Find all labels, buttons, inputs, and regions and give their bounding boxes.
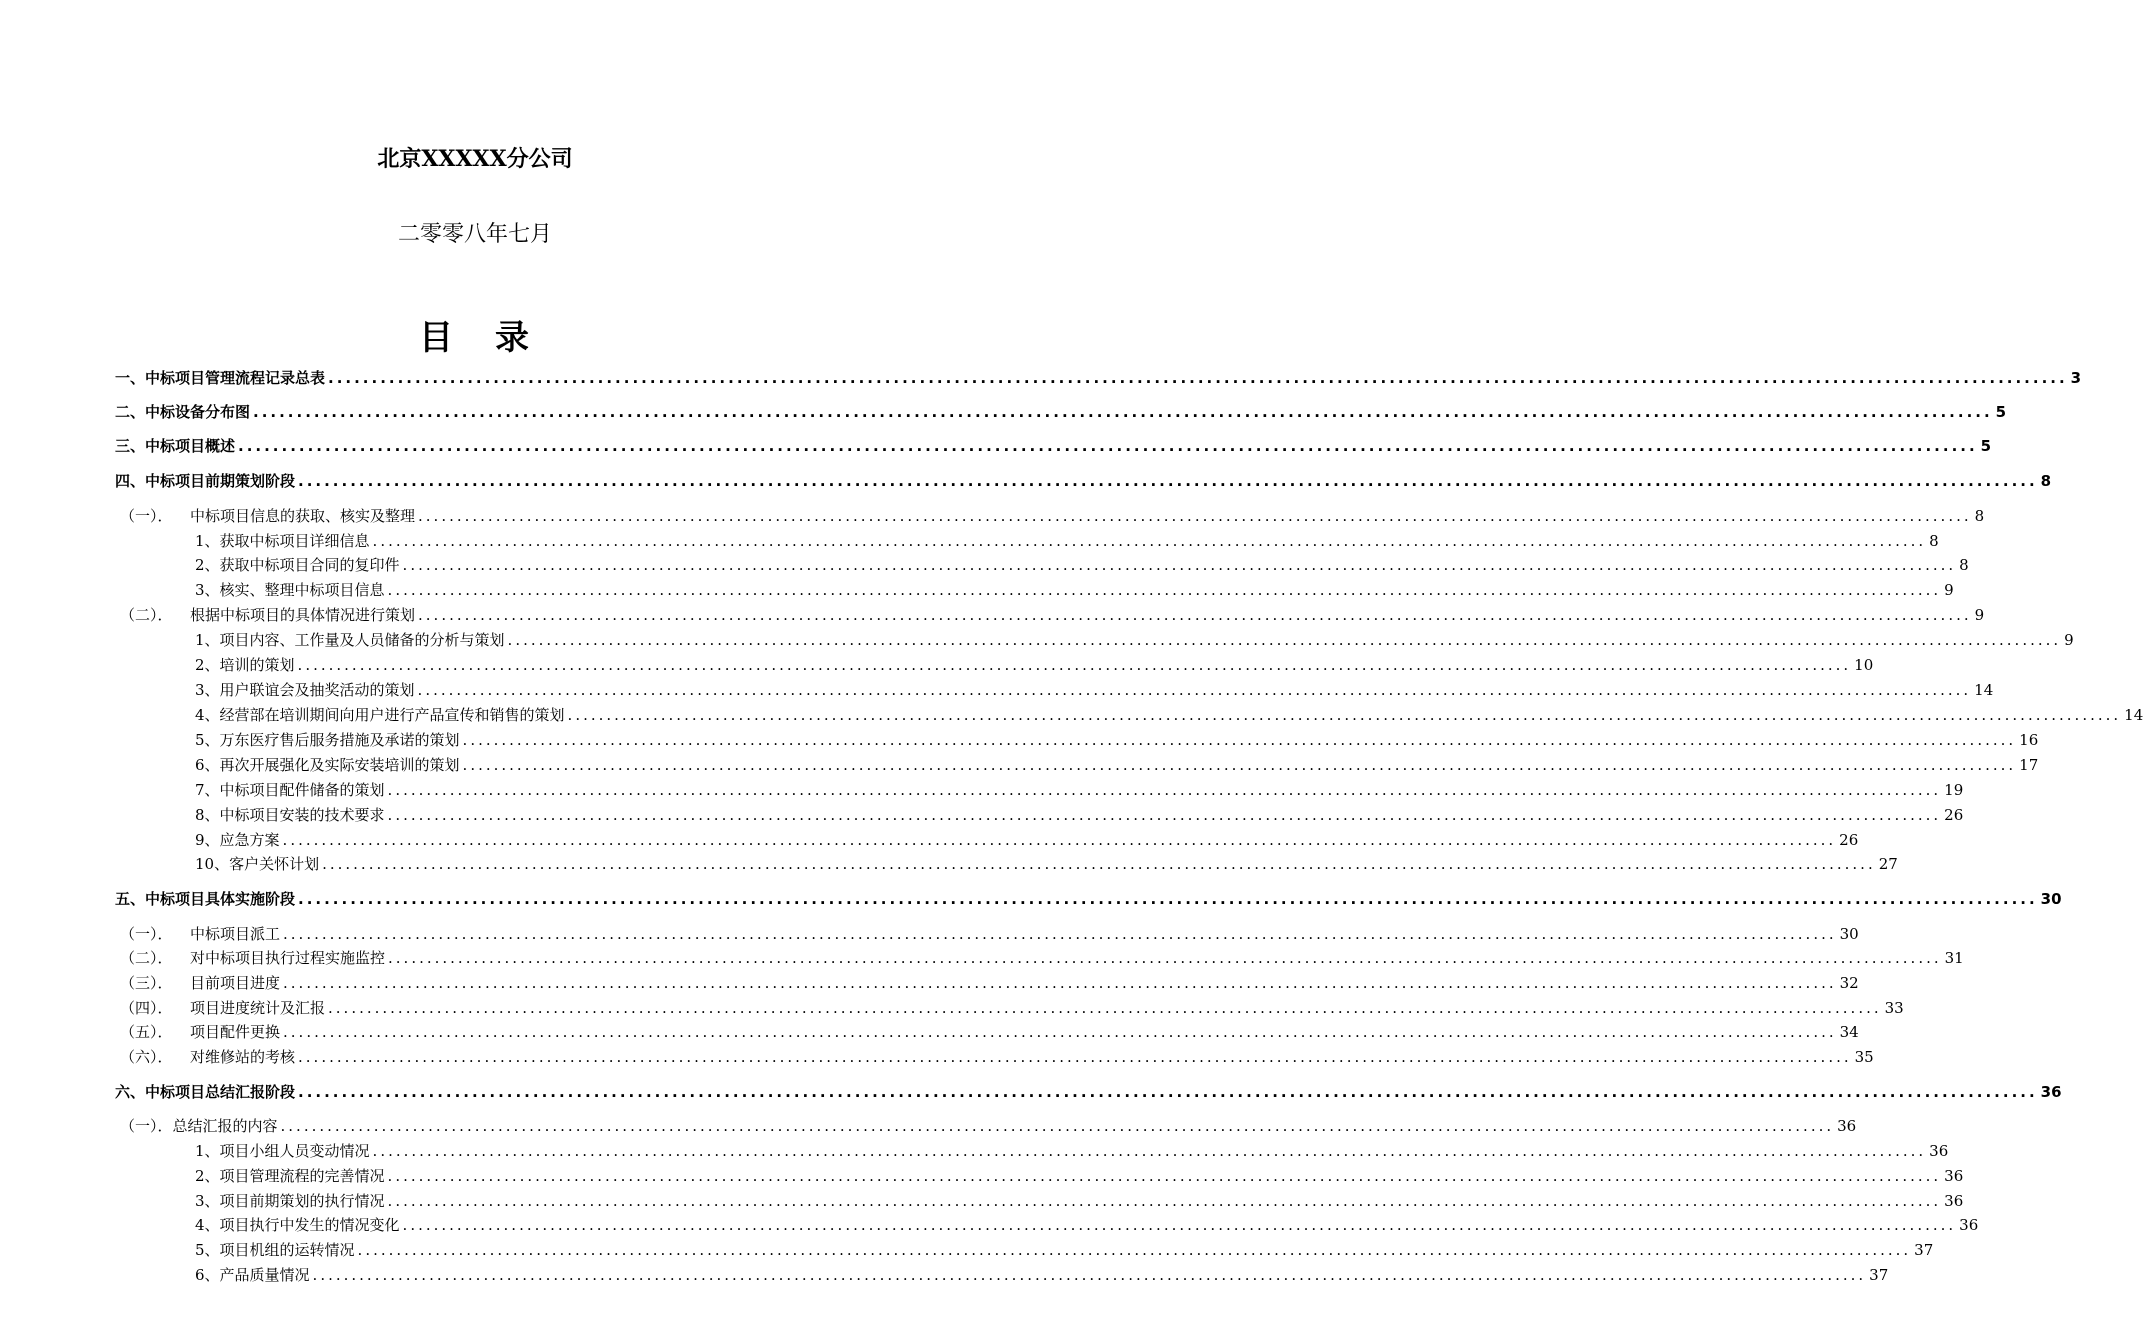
page-number: 27 — [1878, 855, 1898, 873]
dot-leader: ........................................................................................................................................................................................................ — [417, 681, 1972, 699]
dot-leader: ........................................................................................................................................................................................................ — [298, 472, 2038, 490]
dot-leader: ........................................................................................................................................................................................................ — [402, 556, 1957, 574]
toc-entry[interactable]: 1、项目小组人员变动情况 ........................................................................................................................................................................................................ 36 — [195, 1139, 882, 1163]
toc-title-part2: 录 — [495, 318, 531, 358]
toc-entry[interactable]: 3、核实、整理中标项目信息 ........................................................................................................................................................................................................ 9 — [195, 578, 882, 602]
page-number: 8 — [1959, 556, 1969, 574]
page-number: 8 — [1929, 532, 1939, 550]
toc-entry[interactable]: 8、中标项目安装的技术要求 ........................................................................................................................................................................................................ 26 — [195, 803, 882, 827]
toc-entry[interactable]: 4、项目执行中发生的情况变化 ........................................................................................................................................................................................................ 36 — [195, 1213, 882, 1237]
dot-leader: ........................................................................................................................................................................................................ — [567, 706, 2122, 724]
dot-leader: ........................................................................................................................................................................................................ — [387, 1167, 1942, 1185]
toc-entry[interactable]: 二、中标设备分布图 ........................................................................................................................................................................................................ 5 — [115, 400, 882, 424]
page-number: 19 — [1944, 781, 1964, 799]
dot-leader: ........................................................................................................................................................................................................ — [283, 925, 1837, 943]
toc-entry[interactable]: 6、产品质量情况 ........................................................................................................................................................................................................ 37 — [195, 1263, 882, 1287]
toc-entry[interactable]: （一）． 中标项目派工 ........................................................................................................................................................................................................ 30 — [120, 922, 882, 946]
toc-entry[interactable]: （五）． 项目配件更换 ........................................................................................................................................................................................................ 34 — [120, 1020, 882, 1044]
page-number: 36 — [1929, 1142, 1949, 1160]
toc-entry[interactable]: 9、应急方案 ........................................................................................................................................................................................................ 26 — [195, 828, 882, 852]
toc-entry[interactable]: 4、经营部在培训期间向用户进行产品宣传和销售的策划 ........................................................................................................................................................................................................ 14 — [195, 703, 882, 727]
page-number: 36 — [1959, 1216, 1979, 1234]
dot-leader: ........................................................................................................................................................................................................ — [282, 831, 1837, 849]
page-number: 33 — [1884, 999, 1904, 1017]
dot-leader: ........................................................................................................................................................................................................ — [388, 949, 1942, 967]
toc-entry[interactable]: 5、项目机组的运转情况 ........................................................................................................................................................................................................ 37 — [195, 1238, 882, 1262]
page-number: 16 — [2019, 731, 2039, 749]
page-number: 36 — [1944, 1192, 1964, 1210]
dot-leader: ........................................................................................................................................................................................................ — [298, 1083, 2038, 1101]
toc-entry[interactable]: （四）． 项目进度统计及汇报 ........................................................................................................................................................................................................ 33 — [120, 996, 882, 1020]
toc-title-part1: 目 — [419, 318, 455, 358]
dot-leader: ........................................................................................................................................................................................................ — [402, 1216, 1957, 1234]
dot-leader: ........................................................................................................................................................................................................ — [298, 890, 2038, 908]
toc-entry[interactable]: 5、万东医疗售后服务措施及承诺的策划 ........................................................................................................................................................................................................ 16 — [195, 728, 882, 752]
toc-entry[interactable]: 3、项目前期策划的执行情况 ........................................................................................................................................................................................................ 36 — [195, 1189, 882, 1213]
page-number: 32 — [1839, 974, 1859, 992]
page-number: 5 — [1980, 437, 1992, 455]
toc-entry[interactable]: 2、获取中标项目合同的复印件 ........................................................................................................................................................................................................ 8 — [195, 553, 882, 577]
page-number: 9 — [2064, 631, 2074, 649]
toc-entry[interactable]: 五、中标项目具体实施阶段 ........................................................................................................................................................................................................ 30 — [115, 887, 882, 911]
page-number: 8 — [1974, 507, 1985, 525]
dot-leader: ........................................................................................................................................................................................................ — [312, 1266, 1867, 1284]
page-number: 37 — [1869, 1266, 1889, 1284]
dot-leader: ........................................................................................................................................................................................................ — [238, 437, 1978, 455]
page-number: 37 — [1914, 1241, 1934, 1259]
toc-entry[interactable]: 六、中标项目总结汇报阶段 ........................................................................................................................................................................................................ 36 — [115, 1080, 882, 1104]
page-number: 9 — [1944, 581, 1954, 599]
dot-leader: ........................................................................................................................................................................................................ — [418, 507, 1972, 525]
dot-leader: ........................................................................................................................................................................................................ — [280, 1117, 1835, 1135]
dot-leader: ........................................................................................................................................................................................................ — [328, 369, 2068, 387]
toc-entry[interactable]: 3、用户联谊会及抽奖活动的策划 ........................................................................................................................................................................................................ 14 — [195, 678, 882, 702]
page-number: 34 — [1839, 1023, 1859, 1041]
page-number: 36 — [1944, 1167, 1964, 1185]
toc-entry[interactable]: 四、中标项目前期策划阶段 ........................................................................................................................................................................................................ 8 — [115, 469, 882, 493]
page-number: 35 — [1854, 1048, 1874, 1066]
dot-leader: ........................................................................................................................................................................................................ — [372, 1142, 1927, 1160]
dot-leader: ........................................................................................................................................................................................................ — [253, 403, 1993, 421]
dot-leader: ........................................................................................................................................................................................................ — [387, 581, 1942, 599]
dot-leader: ........................................................................................................................................................................................................ — [462, 756, 2017, 774]
company-name: 北京XXXXX分公司 — [377, 146, 573, 172]
toc-entry[interactable]: （三）． 目前项目进度 ........................................................................................................................................................................................................ 32 — [120, 971, 882, 995]
toc-entry[interactable]: （一）． 中标项目信息的获取、核实及整理 ........................................................................................................................................................................................................ 8 — [120, 504, 882, 528]
toc-entry[interactable]: （一）．总结汇报的内容 ........................................................................................................................................................................................................ 36 — [120, 1114, 882, 1138]
dot-leader: ........................................................................................................................................................................................................ — [387, 1192, 1942, 1210]
dot-leader: ........................................................................................................................................................................................................ — [387, 806, 1942, 824]
page-number: 30 — [2040, 890, 2062, 908]
toc-entry[interactable]: （二）． 对中标项目执行过程实施监控 ........................................................................................................................................................................................................ 31 — [120, 946, 882, 970]
page-number: 30 — [1839, 925, 1859, 943]
toc-entry[interactable]: 2、项目管理流程的完善情况 ........................................................................................................................................................................................................ 36 — [195, 1164, 882, 1188]
toc-entry[interactable]: 6、再次开展强化及实际安装培训的策划 ........................................................................................................................................................................................................ 17 — [195, 753, 882, 777]
page-number: 10 — [1854, 656, 1874, 674]
page-number: 26 — [1839, 831, 1859, 849]
dot-leader: ........................................................................................................................................................................................................ — [372, 532, 1927, 550]
page-number: 26 — [1944, 806, 1964, 824]
page-number: 8 — [2040, 472, 2052, 490]
document-date: 二零零八年七月 — [397, 222, 552, 247]
page-number: 17 — [2019, 756, 2039, 774]
toc-entry[interactable]: （二）． 根据中标项目的具体情况进行策划 ........................................................................................................................................................................................................ 9 — [120, 603, 882, 627]
dot-leader: ........................................................................................................................................................................................................ — [357, 1241, 1912, 1259]
toc-entry[interactable]: 1、项目内容、工作量及人员储备的分析与策划 ........................................................................................................................................................................................................ 9 — [195, 628, 882, 652]
toc-title — [0, 310, 950, 359]
toc-entry[interactable]: 三、中标项目概述 ........................................................................................................................................................................................................ 5 — [115, 434, 882, 458]
toc-entry[interactable]: 10、客户关怀计划 ........................................................................................................................................................................................................ 27 — [195, 852, 882, 876]
toc-entry[interactable]: 7、中标项目配件储备的策划 ........................................................................................................................................................................................................ 19 — [195, 778, 882, 802]
dot-leader: ........................................................................................................................................................................................................ — [283, 974, 1837, 992]
page-number: 36 — [1837, 1117, 1857, 1135]
dot-leader: ........................................................................................................................................................................................................ — [297, 656, 1852, 674]
toc-entry[interactable]: （六）． 对维修站的考核 ........................................................................................................................................................................................................ 35 — [120, 1045, 882, 1069]
dot-leader: ........................................................................................................................................................................................................ — [387, 781, 1942, 799]
page-number: 9 — [1974, 606, 1985, 624]
page-number: 14 — [2124, 706, 2143, 724]
dot-leader: ........................................................................................................................................................................................................ — [322, 855, 1876, 873]
page-number: 3 — [2070, 369, 2082, 387]
dot-leader: ........................................................................................................................................................................................................ — [328, 999, 1882, 1017]
dot-leader: ........................................................................................................................................................................................................ — [507, 631, 2062, 649]
toc-entry[interactable]: 2、培训的策划 ........................................................................................................................................................................................................ 10 — [195, 653, 882, 677]
page-number: 31 — [1944, 949, 1964, 967]
page-number: 36 — [2040, 1083, 2062, 1101]
page-number: 5 — [1995, 403, 2007, 421]
dot-leader: ........................................................................................................................................................................................................ — [283, 1023, 1837, 1041]
dot-leader: ........................................................................................................................................................................................................ — [462, 731, 2017, 749]
toc-entry[interactable]: 1、获取中标项目详细信息 ........................................................................................................................................................................................................ 8 — [195, 529, 882, 553]
page-number: 14 — [1974, 681, 1994, 699]
toc-entry[interactable]: 一、中标项目管理流程记录总表 ........................................................................................................................................................................................................ 3 — [115, 366, 882, 390]
dot-leader: ........................................................................................................................................................................................................ — [298, 1048, 1852, 1066]
dot-leader: ........................................................................................................................................................................................................ — [418, 606, 1972, 624]
